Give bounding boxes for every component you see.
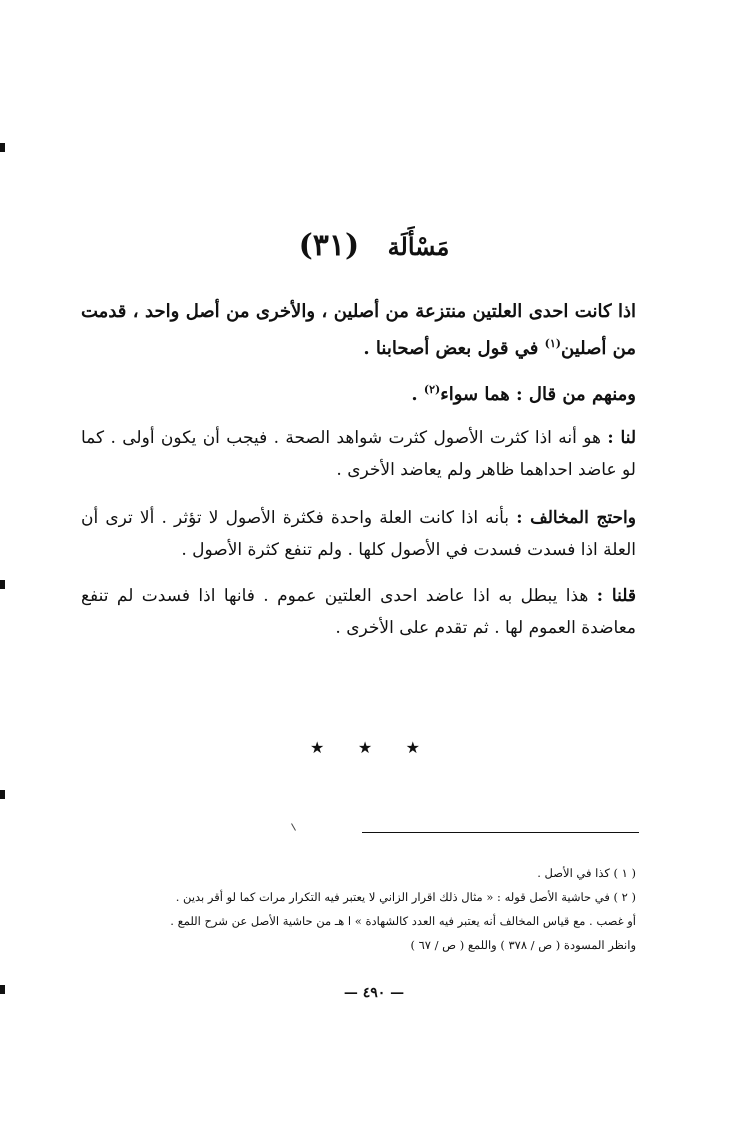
paragraph-2-end: . (411, 384, 424, 405)
scan-edge-mark (0, 580, 5, 589)
paragraph-4-lead: واحتج المخالف : (516, 508, 636, 528)
paragraph-1 (81, 296, 636, 365)
paragraph-1-text: اذا كانت احدى العلتين منتزعة من أصلين ، والأخرى من أصل واحد ، قدمت من أصلين (81, 301, 636, 359)
paragraph-4 (81, 502, 636, 566)
section-title (0, 228, 748, 263)
paragraph-5 (81, 580, 636, 644)
footnote-divider (362, 832, 639, 833)
title-word: مَسْأَلَة (387, 232, 450, 261)
star-icon: ★ (310, 738, 325, 757)
footnotes (81, 861, 636, 957)
footnote-ref-1: (١) (544, 337, 561, 350)
paragraph-5-lead: قلنا : (596, 586, 636, 606)
paragraph-5-text: هذا يبطل به اذا عاضد احدى العلتين عموم . فانها اذا فسدت لم تنفع معاضدة العموم لها . ثم تقدم على الأخرى . (81, 586, 636, 638)
footnote-2-reference: وانظر المسودة ( ص / ٣٧٨ ) واللمع ( ص / ٦٧ ) (410, 938, 636, 952)
paragraph-4-text: بأنه اذا كانت العلة واحدة فكثرة الأصول لا تؤثر . ألا ترى أن العلة اذا فسدت فسدت في الأصول كلها . ولم تنفع كثرة الأصول . (81, 508, 636, 560)
paragraph-3-text: هو أنه اذا كثرت الأصول كثرت شواهد الصحة . فيجب أن يكون أولى . كما لو عاضد احداهما ظاهر ولم يعاضد الأخرى . (81, 428, 636, 480)
footnote-1: ( ١ ) كذا في الأصل . (537, 866, 636, 880)
scan-edge-mark (0, 143, 5, 152)
star-icon: ★ (357, 738, 373, 757)
footnote-2: ( ٢ ) في حاشية الأصل قوله : « مثال ذلك اقرار الزاني لا يعتبر فيه التكرار مرات كما لو أقر بدين . (175, 890, 636, 904)
stray-mark (291, 823, 296, 830)
paragraph-3 (81, 422, 636, 486)
paragraph-1-text-end: في قول بعض أصحابنا . (363, 338, 545, 359)
star-icon: ★ (405, 738, 420, 757)
footnote-2-continued: أو غصب . مع قياس المخالف أنه يعتبر فيه العدد كالشهادة » ا هـ من حاشية الأصل عن شرح اللمع . (170, 914, 636, 928)
page-number: — ٤٩٠ — (343, 985, 405, 1001)
paragraph-3-lead: لنا : (607, 428, 637, 448)
scan-edge-mark (0, 790, 5, 799)
footnote-ref-2: (٢) (423, 383, 441, 396)
paragraph-2 (81, 374, 636, 411)
paragraph-2-text: ومنهم من قال : هما سواء (440, 384, 636, 405)
section-separator (310, 738, 420, 757)
title-number: (٣١) (298, 228, 360, 263)
